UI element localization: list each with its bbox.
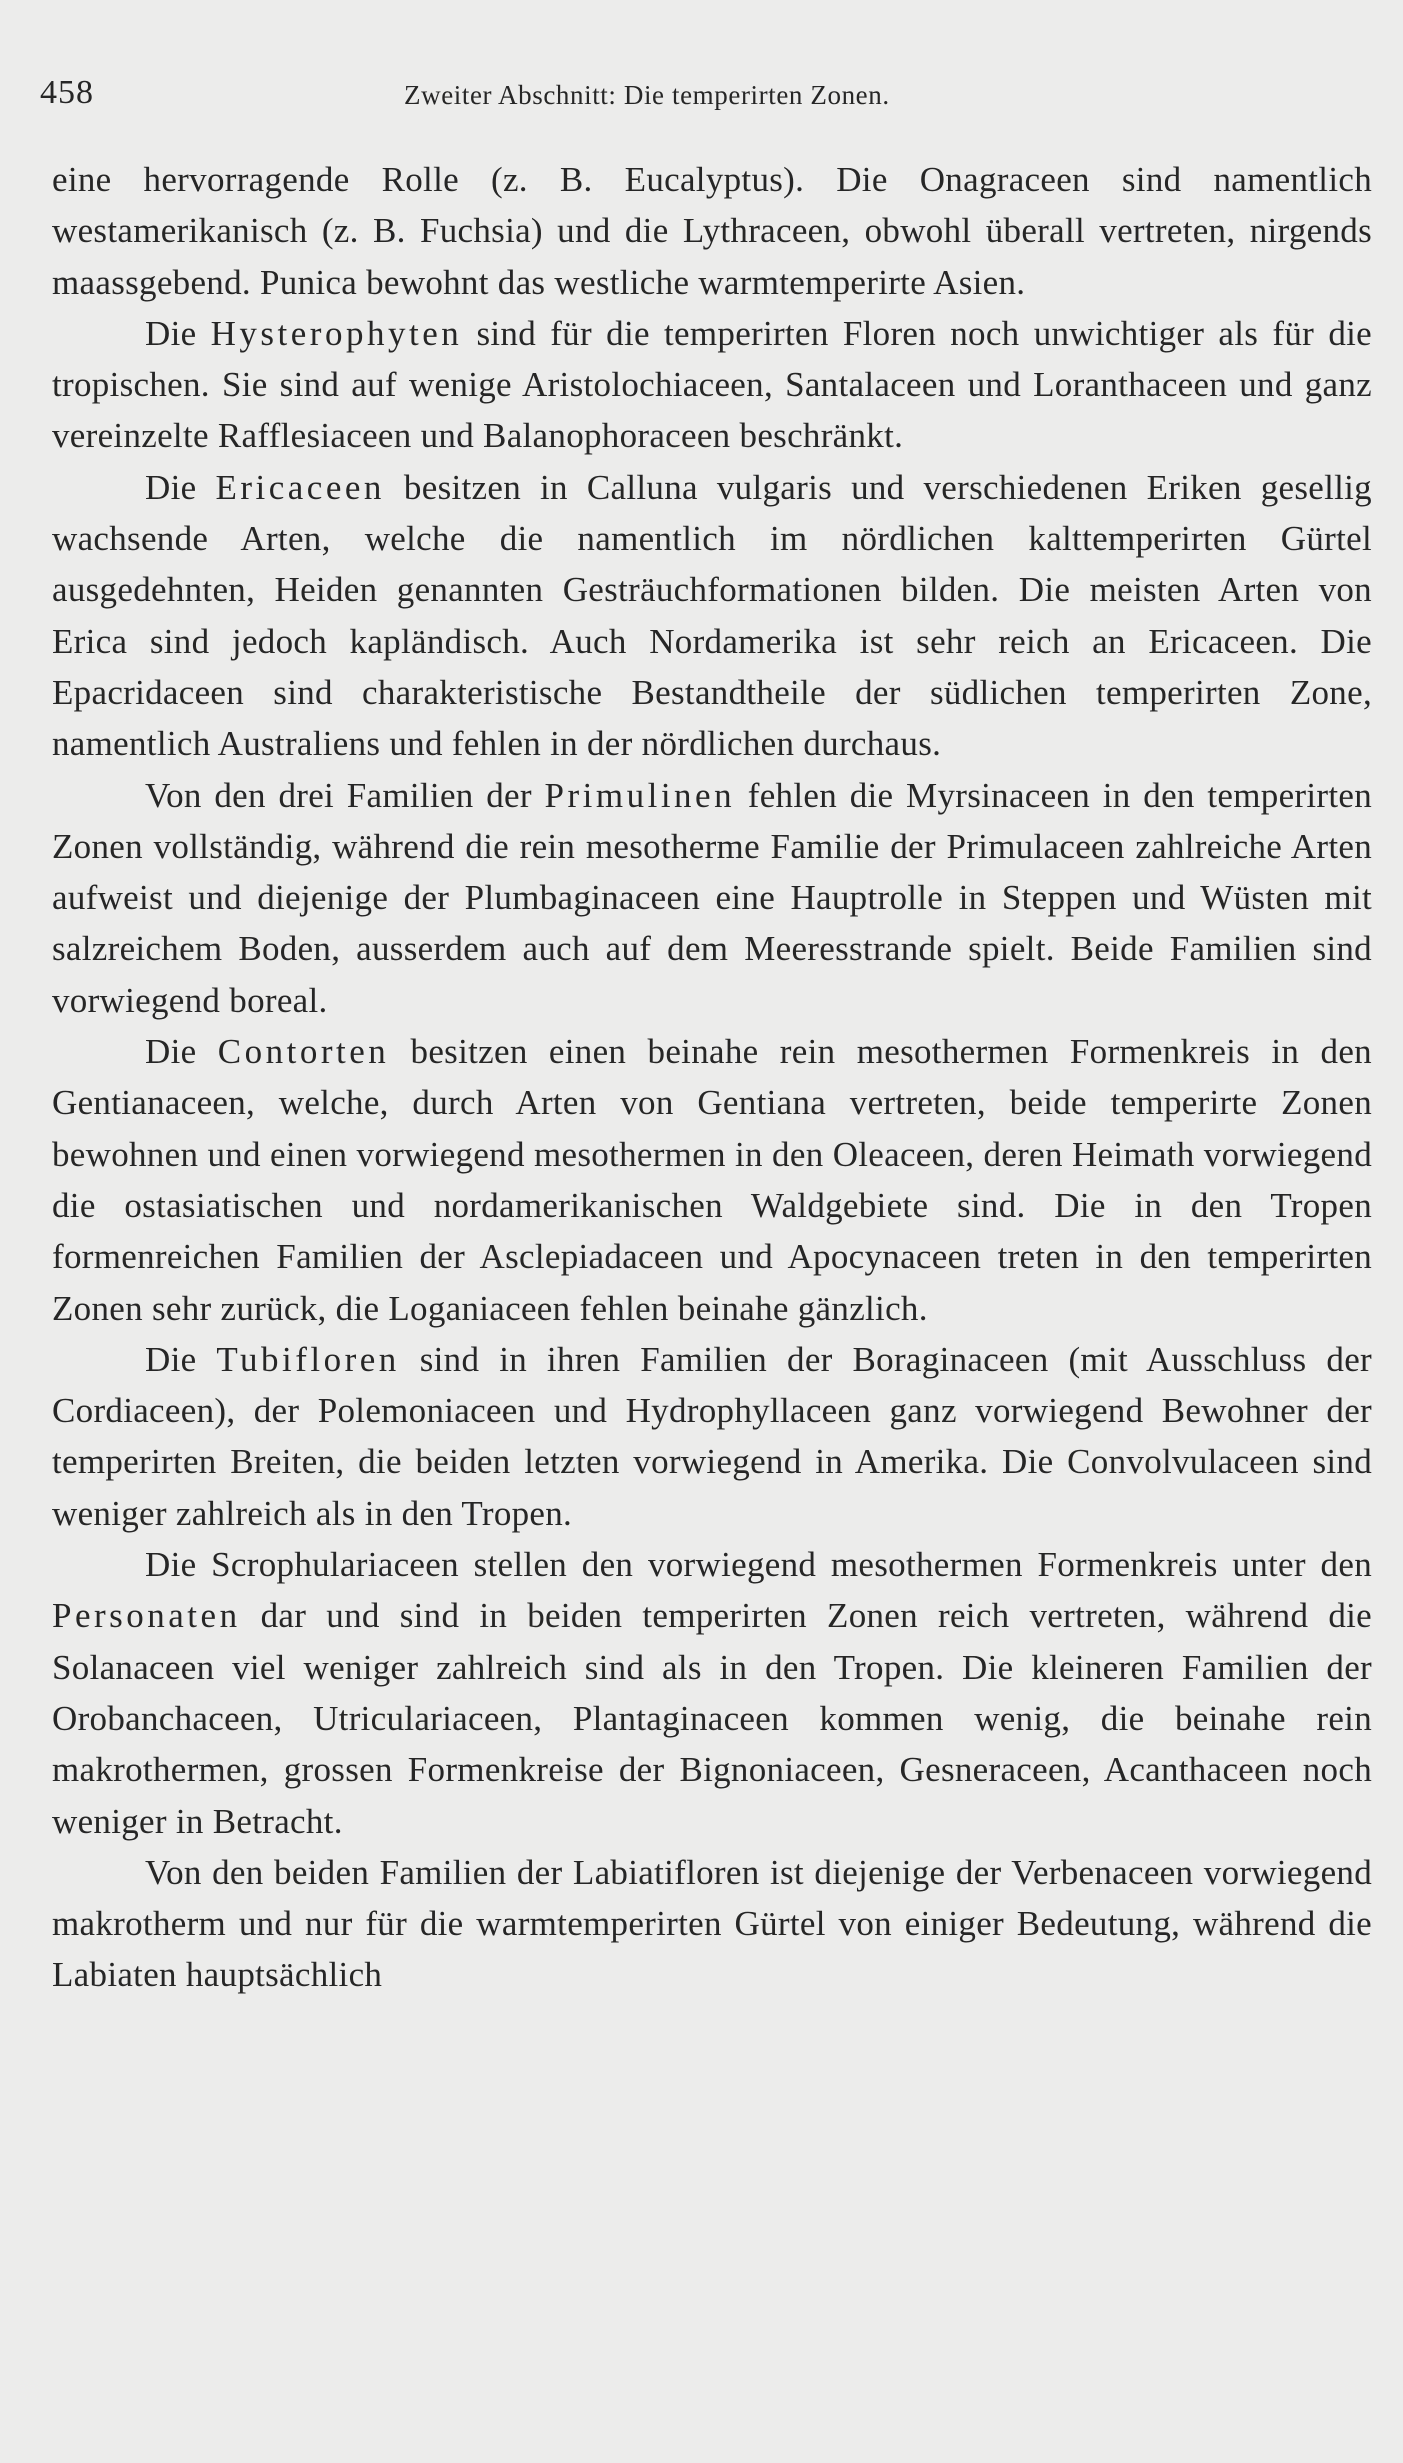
paragraph: [52, 1334, 1372, 1539]
spaced-term: Ericaceen: [215, 467, 385, 507]
paragraph-text: sind in ihren Familien der Boraginaceen (mit Ausschluss der Cordiaceen), der Polemoniaceen und Hydrophyllaceen ganz vorwiegend Bewohner der temperirten Breiten, die beiden letzten vorwiegend in Amerika. Die Convolvulaceen sind weniger zahlreich als in den Tropen.: [52, 1339, 1372, 1533]
paragraph-text: sind für die temperirten Floren noch unwichtiger als für die tropischen. Sie sind auf wenige Aristolochiaceen, Santalaceen und Loranthaceen und ganz vereinzelte Rafflesiaceen und Balanophoraceen beschränkt.: [52, 313, 1372, 456]
body-text: [52, 154, 1372, 2001]
paragraph-text: besitzen in Calluna vulgaris und verschiedenen Eriken gesellig wachsende Arten, welche die namentlich im nördlichen kalttemperirten Gürtel ausgedehnten, Heiden genannten Gesträuchformationen bilden. Die meisten Arten von Erica sind jedoch kapländisch. Auch Nordamerika ist sehr reich an Ericaceen. Die Epacridaceen sind charakteristische Bestandtheile der südlichen temperirten Zone, namentlich Australiens und fehlen in der nördlichen durchaus.: [52, 467, 1372, 764]
spaced-term: Personaten: [52, 1596, 241, 1636]
paragraph: [52, 308, 1372, 462]
paragraph: [52, 770, 1372, 1026]
spaced-term: Hysterophyten: [210, 313, 463, 353]
spaced-term: Contorten: [217, 1032, 390, 1072]
paragraph: [52, 1026, 1372, 1334]
paragraph-text: Die: [145, 313, 211, 353]
paragraph-text: dar und sind in beiden temperirten Zonen reich vertreten, während die Solanaceen viel weniger zahlreich sind als in den Tropen. Die kleineren Familien der Orobanchaceen, Utriculariaceen, Plantaginaceen kommen wenig, die beinahe rein makrothermen, grossen Formenkreise der Bignoniaceen, Gesneraceen, Acanthaceen noch weniger in Betracht.: [52, 1596, 1372, 1841]
paragraph: [52, 462, 1372, 770]
page-number: 458: [40, 74, 94, 111]
paragraph: [52, 154, 1372, 308]
paragraph-text: besitzen einen beinahe rein mesothermen Formenkreis in den Gentianaceen, welche, durch Arten von Gentiana vertreten, beide temperirte Zonen bewohnen und einen vorwiegend mesothermen in den Oleaceen, deren Heimath vorwiegend die ostasiatischen und nordamerikanischen Waldgebiete sind. Die in den Tropen formenreichen Familien der Asclepiadaceen und Apocynaceen treten in den temperirten Zonen sehr zurück, die Loganiaceen fehlen beinahe gänzlich.: [52, 1032, 1372, 1328]
running-title: Zweiter Abschnitt: Die temperirten Zonen.: [404, 80, 890, 110]
paragraph-text: fehlen die Myrsinaceen in den temperirten Zonen vollständig, während die rein mesotherme Familie der Primulaceen zahlreiche Arten aufweist und diejenige der Plumbaginaceen eine Hauptrolle in Steppen und Wüsten mit salzreichem Boden, ausserdem auch auf dem Meeresstrande spielt. Beide Familien sind vorwiegend boreal.: [52, 775, 1372, 1020]
paragraph-text: Von den drei Familien der: [145, 775, 545, 815]
paragraph: [52, 1539, 1372, 1847]
spaced-term: Tubifloren: [216, 1339, 400, 1379]
paragraph-text: eine hervorragende Rolle (z. B. Eucalyptus). Die Onagraceen sind namentlich westamerikanisch (z. B. Fuchsia) und die Lythraceen, obwohl überall vertreten, nirgends maassgebend. Punica bewohnt das westliche warmtemperirte Asien.: [52, 160, 1372, 302]
paragraph-text: Die: [145, 1339, 217, 1379]
paragraph-text: Die: [145, 467, 216, 507]
paragraph: [52, 1847, 1372, 2001]
paragraph-text: Von den beiden Familien der Labiatifloren ist diejenige der Verbenaceen vorwiegend makrotherm und nur für die warmtemperirten Gürtel von einiger Bedeutung, während die Labiaten hauptsächlich: [52, 1852, 1372, 1995]
paragraph-text: Die Scrophulariaceen stellen den vorwiegend mesothermen Formenkreis unter den: [145, 1545, 1372, 1585]
paragraph-text: Die: [145, 1032, 218, 1072]
page-header: [40, 74, 1370, 118]
spaced-term: Primulinen: [544, 775, 736, 815]
